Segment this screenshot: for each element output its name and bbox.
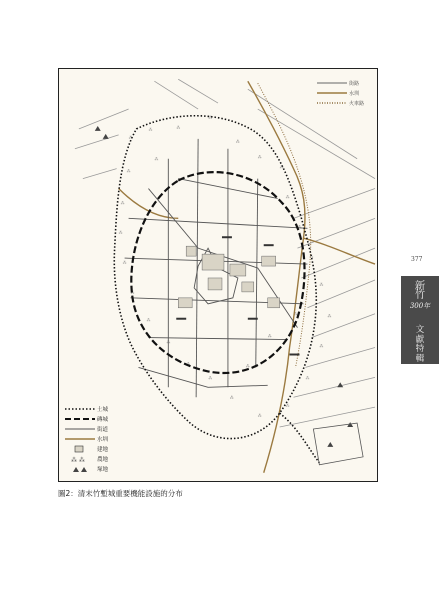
legend-earthen-wall (65, 405, 123, 414)
svg-text:⁂: ⁂ (285, 194, 290, 200)
svg-text:⁂: ⁂ (293, 311, 298, 317)
tab-logo-line: 新 (414, 280, 426, 292)
legend-brick-wall (65, 415, 123, 424)
legend-graveyard (65, 465, 123, 474)
street-line-icon (65, 425, 95, 433)
tab-title-char: 文 (415, 325, 425, 335)
tab-title-char: 輯 (415, 353, 425, 364)
svg-text:⁂: ⁂ (309, 254, 314, 260)
svg-text:⁂: ⁂ (257, 413, 262, 419)
svg-text:⁂: ⁂ (166, 339, 171, 345)
legend-label: 水圳 (97, 437, 109, 443)
svg-text:⁂: ⁂ (118, 230, 123, 236)
svg-text:⁂: ⁂ (208, 114, 213, 120)
legend-canal (65, 435, 123, 444)
svg-text:⁂: ⁂ (245, 363, 250, 369)
earthen-wall (114, 116, 316, 439)
legend-label: 塚地 (97, 467, 109, 473)
svg-text:⁂: ⁂ (176, 124, 181, 130)
square-icon (65, 445, 95, 453)
section-tab (401, 276, 439, 364)
legend-top-label: 水圳 (349, 91, 360, 97)
figure-caption: 圖2：清末竹塹城重要機能設施的分布 (58, 489, 183, 498)
legend-farmland (65, 455, 123, 464)
graveyard-marks (95, 126, 353, 447)
canal-line-icon (317, 89, 347, 97)
svg-text:⁂: ⁂ (146, 317, 151, 323)
brick-wall (131, 172, 304, 373)
canals (119, 81, 375, 473)
svg-text:⁂: ⁂ (267, 333, 272, 339)
svg-text:⁂: ⁂ (208, 375, 213, 381)
legend-building (65, 445, 123, 454)
legend-label: 街道 (97, 427, 109, 433)
svg-text:⁂ ⁂: ⁂ ⁂ (71, 457, 85, 463)
svg-text:⁂: ⁂ (186, 361, 191, 367)
earthen-wall-extension (280, 413, 320, 463)
legend-label: 農地 (97, 457, 109, 463)
svg-text:⁂: ⁂ (148, 126, 153, 132)
svg-text:⁂: ⁂ (285, 403, 290, 409)
outer-streets (75, 79, 375, 427)
tab-title-char: 特 (415, 344, 425, 354)
svg-text:⁂: ⁂ (319, 281, 324, 287)
legend-label: 建地 (97, 447, 109, 453)
page-number: 377 (411, 256, 423, 263)
canal-line-icon (65, 435, 95, 443)
legend-bottom (65, 405, 123, 477)
dashed-line-icon (65, 415, 95, 423)
railway-line-icon (317, 99, 347, 107)
triangle-icon (65, 465, 95, 473)
svg-text:⁂: ⁂ (130, 289, 135, 295)
legend-top-label: 火車路 (349, 101, 365, 107)
svg-text:⁂: ⁂ (229, 395, 234, 401)
tab-logo-line: 竹 (415, 290, 425, 301)
svg-text:⁂: ⁂ (257, 154, 262, 160)
dotted-line-icon (65, 405, 95, 413)
graveyard-area (313, 423, 363, 465)
svg-text:⁂: ⁂ (154, 156, 159, 162)
svg-text:⁂: ⁂ (120, 200, 125, 206)
svg-text:⁂: ⁂ (327, 313, 332, 319)
svg-text:⁂: ⁂ (297, 224, 302, 230)
legend-label: 土城 (97, 407, 109, 413)
farmland-icon (65, 455, 95, 463)
legend-street (65, 425, 123, 434)
svg-text:⁂: ⁂ (128, 134, 133, 140)
svg-text:⁂: ⁂ (235, 138, 240, 144)
tab-title (401, 326, 439, 364)
svg-text:⁂: ⁂ (305, 375, 310, 381)
legend-top (317, 79, 371, 109)
map-frame (58, 68, 378, 482)
svg-text:⁂: ⁂ (319, 343, 324, 349)
svg-text:⁂: ⁂ (122, 260, 127, 266)
svg-text:⁂: ⁂ (126, 168, 131, 174)
tab-title-char: 獻 (415, 334, 425, 345)
legend-top-label: 街路 (349, 81, 360, 87)
street-line-icon (317, 79, 347, 87)
legend-top-canal (317, 89, 371, 98)
svg-text:⁂: ⁂ (279, 164, 284, 170)
tab-logo-line: 300年 (409, 302, 431, 310)
legend-top-railway (317, 99, 371, 108)
legend-top-street (317, 79, 371, 88)
tab-logo (401, 281, 439, 311)
legend-label: 磚城 (97, 417, 109, 423)
